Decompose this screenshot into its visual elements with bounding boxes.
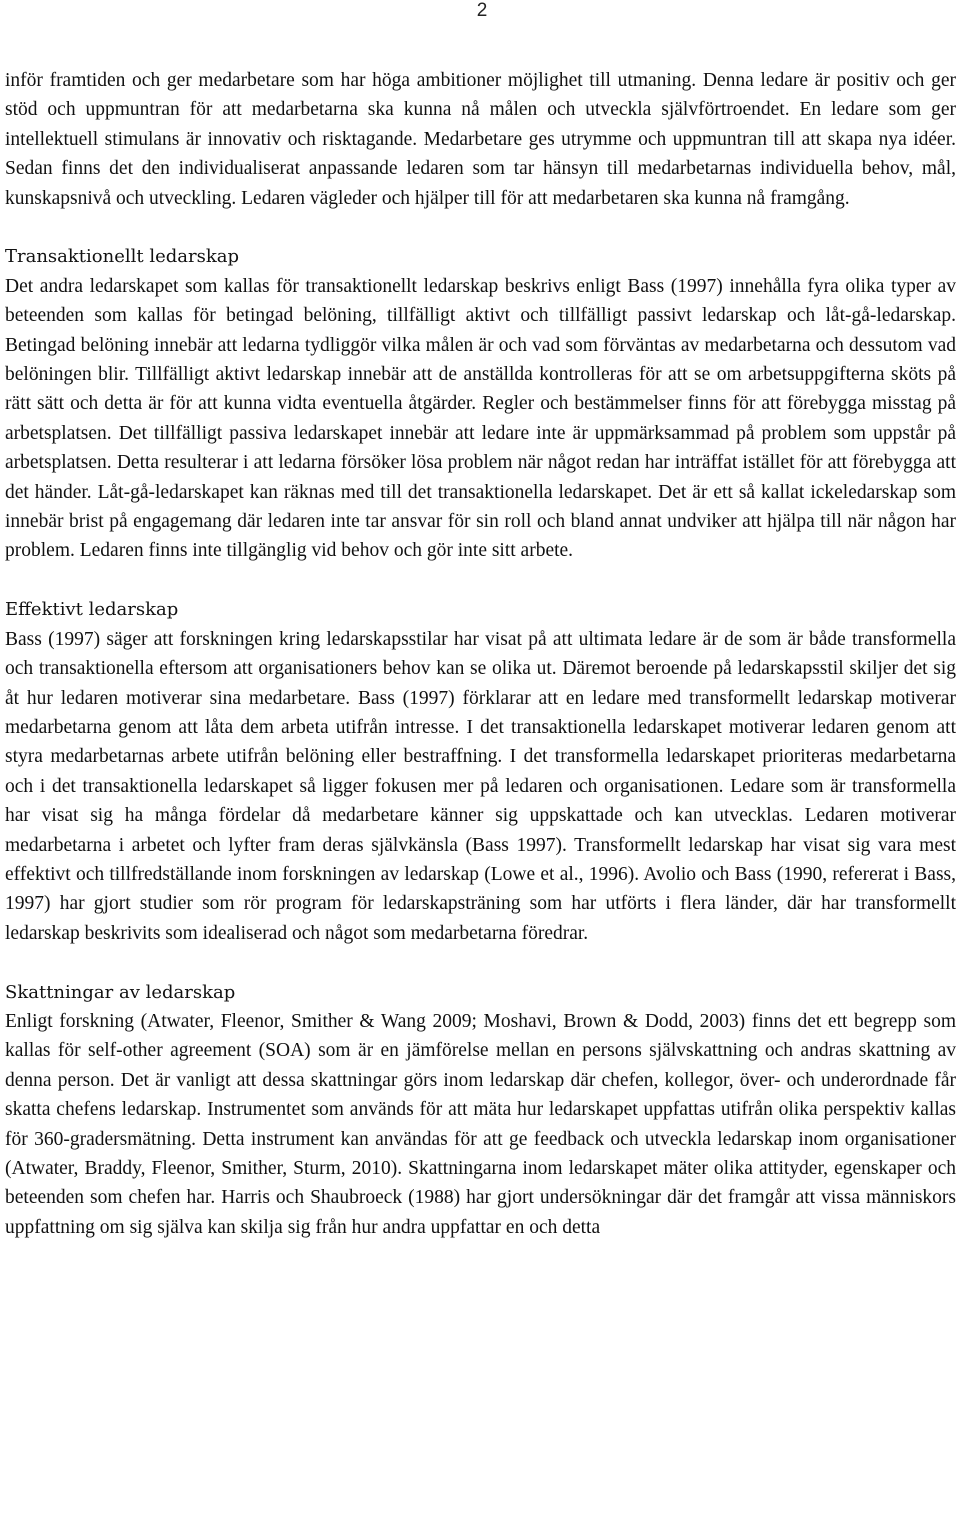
section-heading: Skattningar av ledarskap [5, 981, 236, 1003]
section-heading: Effektivt ledarskap [5, 599, 179, 621]
paragraph: Bass (1997) säger att forskningen kring ledarskapsstilar har visat på att ultimata ledare är de som är både transformella och transaktionella eftersom att organisationers behov kan se olika ut. Däremot beroende på ledarskapsstil skiljer det sig åt hur ledaren motiverar sina medarbetare. Bass (1997) förklarar att en ledare med transformellt ledarskap motiverar medarbetarna genom att låta dem arbeta utifrån intresse. I det transaktionella ledarskapet motiverar ledaren genom att styra medarbetarnas arbete utifrån belöning eller bestraffning. I det transformella ledarskapet prioriteras medarbetarna och i det transaktionella ledarskapet så ligger fokusen mer på ledaren och organisationen. Ledare som är transformella har visat sig ha många fördelar då medarbetare känner sig uppskattade och kan utvecklas. Ledaren motiverar medarbetarna i arbetet och lyfter fram deras självkänsla (Bass 1997). Transformellt ledarskap har visat sig vara mest effektivt och tillfredställande inom forskningen av ledarskap (Lowe et al., 1996). Avolio och Bass (1990, refererat i Bass, 1997) har gjort studier som rör program för ledarskapsträning som har utförts i flera länder, där har transformellt ledarskap beskrivits som idealiserad och något som medarbetarna föredrar. [5, 628, 956, 944]
document-body [5, 66, 956, 1242]
section-transaktionellt-ledarskap [5, 242, 956, 565]
paragraph: Enligt forskning (Atwater, Fleenor, Smither & Wang 2009; Moshavi, Brown & Dodd, 2003) finns det ett begrepp som kallas för self-other agreement (SOA) som är en jämförelse mellan en persons självskattning och andras skattning av denna person. Det är vanligt att dessa skattningar görs inom ledarskap där chefen, kollegor, över- och underordnade får skatta chefens ledarskap. Instrumentet som används för att mäta hur ledarskapet uppfattas utifrån olika perspektiv kallas för 360-gradersmätning. Detta instrument kan användas för att ge feedback och utveckla ledarskap inom organisationer (Atwater, Braddy, Fleenor, Smither, Sturm, 2010). Skattningarna inom ledarskapet mäter olika attityder, egenskaper och beteenden som chefen har. Harris och Shaubroeck (1988) har gjort undersökningar där det framgår att vissa människors uppfattning om sig själva kan skilja sig från hur andra uppfattar en och detta [5, 1010, 956, 1238]
paragraph: Det andra ledarskapet som kallas för transaktionellt ledarskap beskrivs enligt Bass (1997) innehålla fyra olika typer av beteenden som kallas för betingad belöning, tillfälligt aktivt och tillfälligt passivt ledarskap och låt-gå-ledarskap. Betingad belöning innebär att ledarna tydliggör vilka målen är och vad som förväntas av medarbetarna och dessutom vad belöningen blir. Tillfälligt aktivt ledarskap innebär att de anställda kontrolleras för att se om arbetsuppgifterna sköts på rätt sätt och detta är för att kunna vidta eventuella åtgärder. Regler och bestämmelser finns för att förebygga misstag på arbetsplatsen. Det tillfälligt passiva ledarskapet innebär att ledare inte är uppmärksammad på problem som uppstår på arbetsplatsen. Detta resulterar i att ledarna försöker lösa problem när något redan har inträffat istället för att förebygga att det händer. Låt-gå-ledarskapet kan räknas med till det transaktionella ledarskapet. Det är ett så kallat ickeledarskap som innebär brist på engagemang där ledaren inte tar ansvar för sin roll och bland annat undviker att hjälpa till när någon har problem. Ledaren finns inte tillgänglig vid behov och gör inte sitt arbete. [5, 275, 956, 562]
page-number: 2 [476, 0, 488, 21]
paragraph-spacer [5, 948, 956, 977]
section-skattningar-av-ledarskap [5, 978, 956, 1243]
section-intro-continued [5, 66, 956, 213]
paragraph-spacer [5, 566, 956, 595]
paragraph: inför framtiden och ger medarbetare som har höga ambitioner möjlighet till utmaning. Denna ledare är positiv och ger stöd och uppmuntran för att medarbetarna ska kunna nå målen och utveckla självförtroendet. En ledare som ger intellektuell stimulans är innovativ och risktagande. Medarbetare ges utrymme och uppmuntran till att skapa nya idéer. Sedan finns det den individualiserat anpassande ledaren som tar hänsyn till medarbetarnas individuella behov, mål, kunskapsnivå och utveckling. Ledaren vägleder och hjälper till för att medarbetaren ska kunna nå framgång. [5, 70, 956, 209]
section-effektivt-ledarskap [5, 595, 956, 948]
paragraph-spacer [5, 213, 956, 242]
section-heading: Transaktionellt ledarskap [5, 246, 240, 268]
